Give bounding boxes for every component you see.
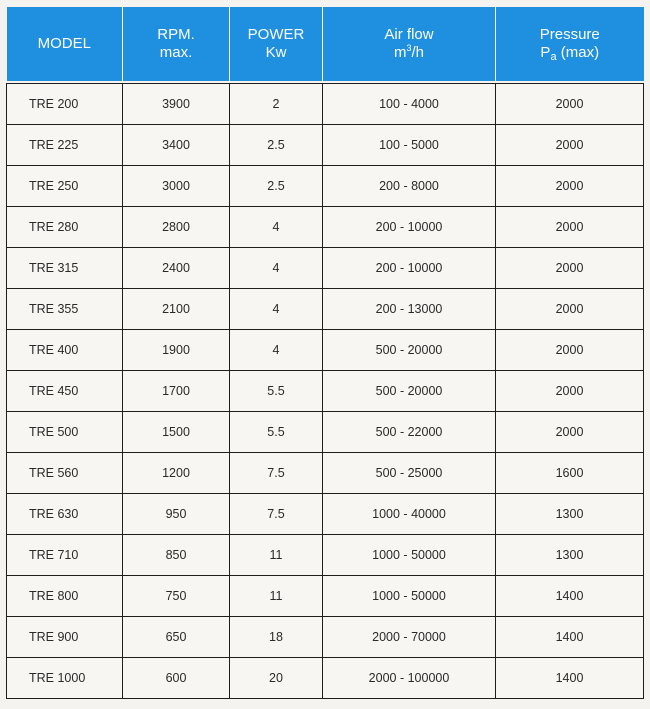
table-row (7, 412, 644, 453)
cell-model: TRE 710 (7, 535, 123, 576)
header-model (7, 7, 123, 81)
cell-airflow: 1000 - 40000 (323, 494, 496, 535)
table-row (7, 494, 644, 535)
fan-spec-table (6, 7, 644, 699)
cell-model: TRE 450 (7, 371, 123, 412)
cell-model: TRE 1000 (7, 658, 123, 699)
cell-airflow: 1000 - 50000 (323, 535, 496, 576)
cell-airflow: 2000 - 100000 (323, 658, 496, 699)
table-row (7, 289, 644, 330)
cell-model: TRE 280 (7, 207, 123, 248)
cell-model: TRE 315 (7, 248, 123, 289)
header-power (230, 7, 323, 81)
cell-pressure: 2000 (496, 84, 644, 125)
table-row (7, 453, 644, 494)
cell-pressure: 2000 (496, 412, 644, 453)
table-header (7, 7, 644, 84)
cell-rpm: 3900 (123, 84, 230, 125)
cell-model: TRE 800 (7, 576, 123, 617)
header-pressure-line1: Pressure (539, 25, 600, 43)
cell-model: TRE 200 (7, 84, 123, 125)
cell-model: TRE 630 (7, 494, 123, 535)
header-power-line2: Kw (265, 44, 287, 61)
header-airflow-unit (323, 44, 495, 62)
cell-model: TRE 250 (7, 166, 123, 207)
cell-rpm: 1900 (123, 330, 230, 371)
cell-rpm: 1700 (123, 371, 230, 412)
cell-airflow: 500 - 20000 (323, 371, 496, 412)
header-rpm-line2: max. (159, 44, 193, 61)
header-rpm-line1: RPM. (157, 26, 195, 43)
cell-model: TRE 225 (7, 125, 123, 166)
cell-power: 4 (230, 207, 323, 248)
cell-airflow: 500 - 22000 (323, 412, 496, 453)
header-row (7, 7, 644, 81)
cell-rpm: 2400 (123, 248, 230, 289)
table-row (7, 658, 644, 699)
cell-pressure: 1600 (496, 453, 644, 494)
cell-pressure: 2000 (496, 330, 644, 371)
cell-power: 2.5 (230, 166, 323, 207)
table-row (7, 576, 644, 617)
cell-airflow: 200 - 10000 (323, 248, 496, 289)
cell-airflow: 200 - 10000 (323, 207, 496, 248)
cell-rpm: 750 (123, 576, 230, 617)
cell-power: 2.5 (230, 125, 323, 166)
pressure-unit-max: (max) (556, 43, 600, 61)
header-power-line1: POWER (247, 26, 305, 43)
cell-pressure: 2000 (496, 125, 644, 166)
table-row (7, 125, 644, 166)
header-rpm (123, 7, 230, 81)
cell-pressure: 2000 (496, 289, 644, 330)
cell-power: 5.5 (230, 412, 323, 453)
cell-rpm: 3000 (123, 166, 230, 207)
cell-rpm: 850 (123, 535, 230, 576)
cell-rpm: 1500 (123, 412, 230, 453)
table-row (7, 248, 644, 289)
cell-power: 5.5 (230, 371, 323, 412)
cell-power: 4 (230, 248, 323, 289)
cell-rpm: 2800 (123, 207, 230, 248)
table-row (7, 166, 644, 207)
cell-airflow: 2000 - 70000 (323, 617, 496, 658)
cell-model: TRE 560 (7, 453, 123, 494)
cell-power: 11 (230, 576, 323, 617)
table-row (7, 535, 644, 576)
header-pressure-unit (496, 44, 644, 63)
table-row (7, 207, 644, 248)
cell-airflow: 500 - 20000 (323, 330, 496, 371)
cell-power: 4 (230, 330, 323, 371)
airflow-unit-h: /h (411, 44, 425, 61)
cell-rpm: 650 (123, 617, 230, 658)
cell-power: 4 (230, 289, 323, 330)
cell-rpm: 1200 (123, 453, 230, 494)
header-model-label: MODEL (37, 35, 91, 52)
table-body (7, 84, 644, 699)
cell-power: 7.5 (230, 453, 323, 494)
cell-power: 20 (230, 658, 323, 699)
cell-pressure: 2000 (496, 166, 644, 207)
cell-model: TRE 400 (7, 330, 123, 371)
cell-power: 7.5 (230, 494, 323, 535)
cell-model: TRE 355 (7, 289, 123, 330)
header-airflow-line1: Air flow (384, 26, 434, 43)
cell-pressure: 1400 (496, 617, 644, 658)
cell-airflow: 500 - 25000 (323, 453, 496, 494)
cell-airflow: 100 - 5000 (323, 125, 496, 166)
cell-rpm: 3400 (123, 125, 230, 166)
cell-rpm: 600 (123, 658, 230, 699)
cell-power: 2 (230, 84, 323, 125)
header-pressure (496, 7, 644, 81)
cell-rpm: 950 (123, 494, 230, 535)
cell-airflow: 1000 - 50000 (323, 576, 496, 617)
cell-pressure: 1400 (496, 576, 644, 617)
pressure-unit-p: P (540, 43, 551, 61)
cell-model: TRE 500 (7, 412, 123, 453)
cell-rpm: 2100 (123, 289, 230, 330)
table-row (7, 330, 644, 371)
table-row (7, 617, 644, 658)
airflow-unit-sup: 3 (406, 43, 412, 53)
cell-power: 18 (230, 617, 323, 658)
cell-airflow: 100 - 4000 (323, 84, 496, 125)
pressure-unit-sub: a (550, 50, 557, 63)
cell-pressure: 2000 (496, 207, 644, 248)
airflow-unit-m: m (393, 44, 407, 61)
header-airflow (323, 7, 496, 81)
cell-pressure: 1300 (496, 494, 644, 535)
cell-power: 11 (230, 535, 323, 576)
cell-pressure: 1400 (496, 658, 644, 699)
cell-airflow: 200 - 8000 (323, 166, 496, 207)
cell-model: TRE 900 (7, 617, 123, 658)
table-row (7, 371, 644, 412)
cell-pressure: 1300 (496, 535, 644, 576)
cell-pressure: 2000 (496, 371, 644, 412)
cell-pressure: 2000 (496, 248, 644, 289)
cell-airflow: 200 - 13000 (323, 289, 496, 330)
table-row (7, 84, 644, 125)
